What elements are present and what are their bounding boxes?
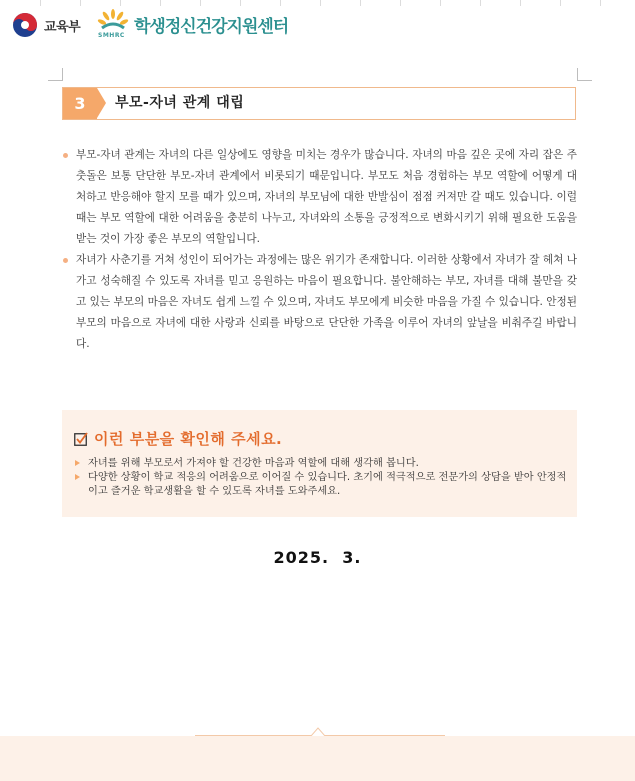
footer-band [0,736,635,781]
paragraph-text: 자녀가 사춘기를 거쳐 성인이 되어가는 과정에는 많은 위기가 존재합니다. 이러한 상황에서 자녀가 잘 헤쳐 나가고 성숙해질 수 있도록 자녀를 믿고 응원하는 마음이 필요합니다. 불안해하는 부모, 자녀를 대해 불만을 갖고 있는 부모의 마음은 자녀도 쉽게 느낄 수 있으며, 자녀도 부모에게 비슷한 마음을 가질 수 있습니다. 안정된 부모의 마음으로 자녀에 대한 사랑과 신뢰를 바탕으로 단단한 가족을 이루어 자녀의 앞날을 비춰주길 바랍니다. [76,254,577,350]
checklist-heading [74,428,282,449]
paragraph [62,250,577,355]
checklist-item [74,457,570,471]
paragraph [62,145,577,250]
section-title: 부모-자녀 관계 대립 [115,95,245,111]
checkbox-icon [74,432,88,446]
page-corner-mark [48,68,63,81]
checklist-item-text: 다양한 상황이 학교 적응의 어려움으로 이어질 수 있습니다. 초기에 적극적으로 전문가의 상담을 받아 안정적이고 즐거운 학교생활을 할 수 있도록 자녀를 도와주세요. [88,472,567,497]
section-number: 3 [63,88,97,119]
center-abbreviation: SMHRC [98,32,125,39]
checklist-items [74,457,570,499]
section-heading [62,87,576,120]
publication-date: 2025. 3. [273,548,362,567]
triangle-bullet-icon [75,460,80,466]
footer-notch-icon [311,727,325,736]
ministry-name: 교육부 [44,20,81,35]
checklist-item-text: 자녀를 위해 부모로서 가져야 할 건강한 마음과 역할에 대해 생각해 봅니다. [88,458,419,469]
center-name: 학생정신건강지원센터 [134,17,289,37]
ministry-emblem-icon [12,12,38,38]
checklist-title: 이런 부분을 확인해 주세요. [94,430,283,448]
triangle-bullet-icon [75,474,80,480]
paragraph-text: 부모-자녀 관계는 자녀의 다른 일상에도 영향을 미치는 경우가 많습니다. 자녀의 마음 깊은 곳에 자리 잡은 주춧돌은 보통 단단한 부모-자녀 관계에서 비롯되기 때문입니다. 부모도 처음 경험하는 부모 역할에 어떻게 대처하고 반응해야 할지 모를 때가 있으며, 자녀의 부모님에 대한 반발심이 점점 커져만 갈 때도 있습니다. 이럴 때는 부모 역할에 대한 어려움을 충분히 나누고, 자녀와의 소통을 긍정적으로 변화시키기 위해 필요한 도움을 받는 것이 가장 좋은 부모의 역할입니다. [76,149,577,245]
bullet-icon [63,153,68,158]
bullet-icon [63,258,68,263]
page-corner-mark [577,68,592,81]
checklist-panel [62,410,577,517]
section-arrow-icon [97,88,106,118]
checklist-item [74,471,570,499]
ruler-marks [0,0,635,8]
body-content [62,145,577,355]
page-header [0,0,635,46]
